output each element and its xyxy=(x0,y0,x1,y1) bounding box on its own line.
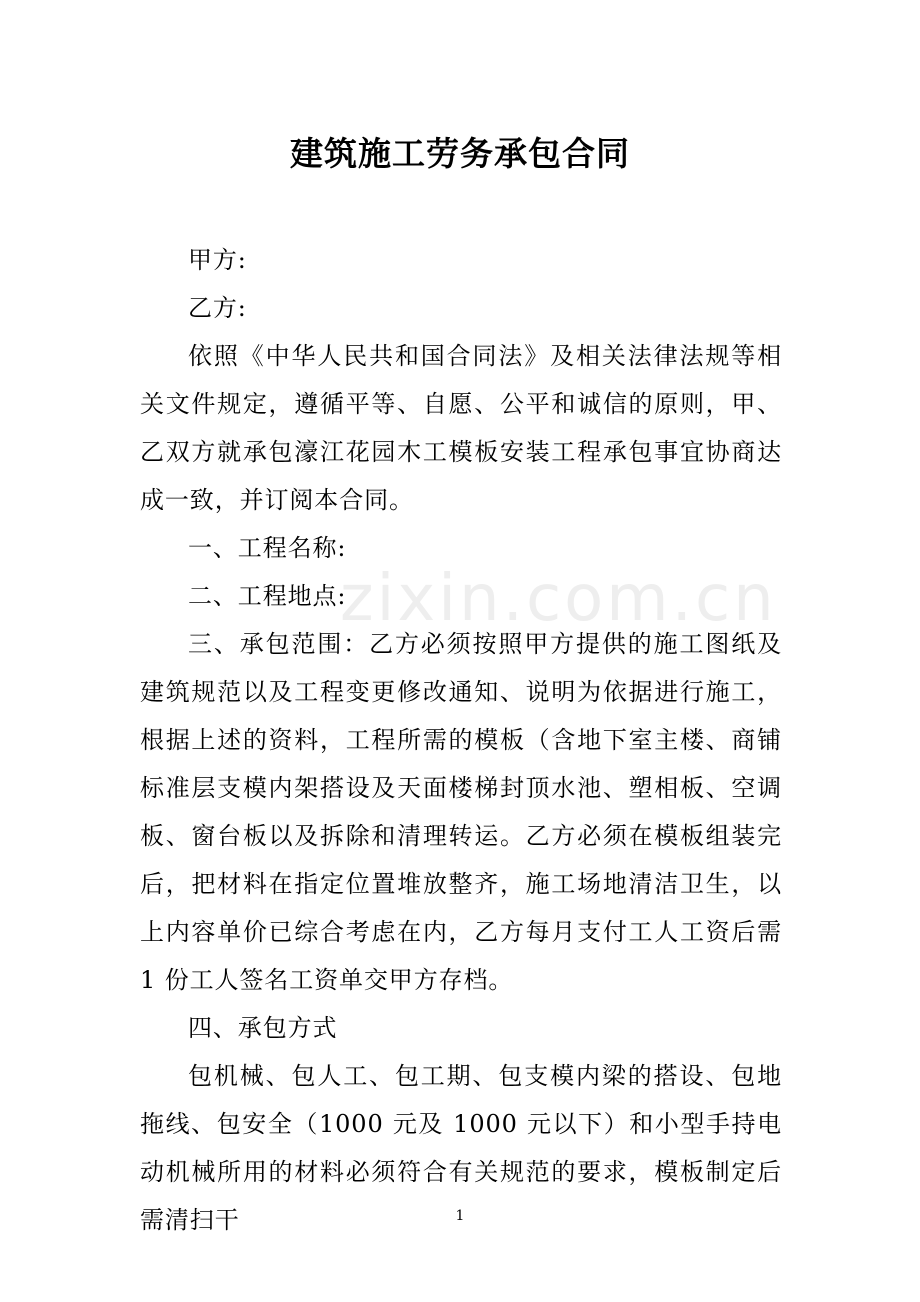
page-number: 1 xyxy=(455,1208,465,1224)
section-project-name: 一、工程名称: xyxy=(188,534,347,562)
section-contract-scope: 三、承包范围：乙方必须按照甲方提供的施工图纸及建筑规范以及工程变更修改通知、说明为依据进行施工，根据上述的资料，工程所需的模板（含地下室主楼、商铺标准层支模内架搭设及天面楼梯封顶水池、塑相板、空调板、窗台板以及拆除和清理转运。乙方必须在模板组装完后，把材料在指定位置堆放整齐，施工场地清洁卫生，以上内容单价已综合考虑在内，乙方每月支付工人工资后需 1 份工人签名工资单交甲方存档。 xyxy=(140,630,782,994)
preamble-paragraph: 依照《中华人民共和国合同法》及相关法律法规等相关文件规定，遵循平等、自愿、公平和诚信的原则，甲、乙双方就承包濠江花园木工模板安装工程承包事宜协商达成一致，并订阅本合同。 xyxy=(140,342,782,514)
section-contract-method-body: 包机械、包人工、包工期、包支模内梁的搭设、包地拖线、包安全（1000 元及 1000 元以下）和小型手持电动机械所用的材料必须符合有关规范的要求，模板制定后需清扫干 xyxy=(140,1062,782,1234)
section-project-location: 二、工程地点: xyxy=(188,582,347,610)
party-a-line: 甲方: xyxy=(188,246,247,274)
document-title: 建筑施工劳务承包合同 xyxy=(290,134,630,173)
watermark: zixin.com.cn xyxy=(340,562,777,636)
document-body xyxy=(140,236,782,1244)
section-contract-method-heading: 四、承包方式 xyxy=(188,1014,338,1042)
party-b-line: 乙方: xyxy=(188,294,247,322)
